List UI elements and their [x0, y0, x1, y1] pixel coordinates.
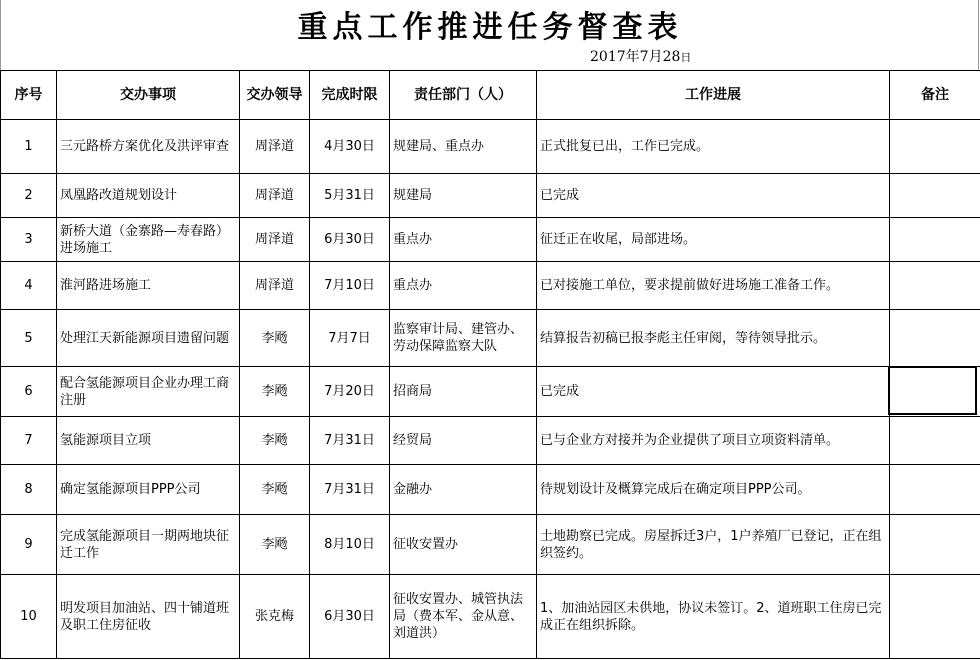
- cell-no[interactable]: 6: [1, 367, 57, 417]
- cell-note[interactable]: [890, 218, 980, 262]
- table-row: [1, 310, 980, 367]
- cell-dept[interactable]: 重点办: [390, 218, 537, 262]
- cell-dept[interactable]: 经贸局: [390, 417, 537, 465]
- table-row: [1, 465, 980, 515]
- table-row: [1, 120, 980, 174]
- cell-no[interactable]: 8: [1, 465, 57, 515]
- cell-dept[interactable]: 征收安置办、城管执法局（费本军、金从意、刘道洪）: [390, 575, 537, 659]
- date-month-unit: 月: [648, 49, 663, 65]
- cell-dept[interactable]: 重点办: [390, 262, 537, 310]
- table-row: [1, 575, 980, 659]
- cell-item[interactable]: 凤凰路改道规划设计: [57, 174, 240, 218]
- cell-item[interactable]: 确定氢能源项目PPP公司: [57, 465, 240, 515]
- cell-dept[interactable]: 金融办: [390, 465, 537, 515]
- task-table: [0, 70, 980, 659]
- cell-dept[interactable]: 规建局、重点办: [390, 120, 537, 174]
- cell-note[interactable]: [890, 310, 980, 367]
- cell-progress[interactable]: 土地勘察已完成。房屋拆迁3户，1户养殖厂已登记，正在组织签约。: [537, 515, 890, 575]
- header-leader[interactable]: 交办领导: [240, 71, 310, 120]
- cell-note[interactable]: [890, 417, 980, 465]
- cell-deadline[interactable]: 7月10日: [310, 262, 390, 310]
- cell-no[interactable]: 5: [1, 310, 57, 367]
- cell-deadline[interactable]: 6月30日: [310, 218, 390, 262]
- header-progress[interactable]: 工作进展: [537, 71, 890, 120]
- cell-no[interactable]: 1: [1, 120, 57, 174]
- page-title: 重点工作推进任务督查表: [297, 10, 683, 45]
- table-row: [1, 417, 980, 465]
- cell-leader[interactable]: 张克梅: [240, 575, 310, 659]
- cell-progress[interactable]: 1、加油站园区未供地，协议未签订。2、道班职工住房已完成正在组织拆除。: [537, 575, 890, 659]
- table-header-row: [1, 71, 980, 120]
- cell-deadline[interactable]: 5月31日: [310, 174, 390, 218]
- cell-dept[interactable]: 监察审计局、建管办、劳动保障监察大队: [390, 310, 537, 367]
- header-dept[interactable]: 责任部门（人）: [390, 71, 537, 120]
- cell-progress[interactable]: 已对接施工单位，要求提前做好进场施工准备工作。: [537, 262, 890, 310]
- cell-item[interactable]: 明发项目加油站、四十铺道班及职工住房征收: [57, 575, 240, 659]
- cell-dept[interactable]: 规建局: [390, 174, 537, 218]
- cell-leader[interactable]: 李飏: [240, 417, 310, 465]
- cell-deadline[interactable]: 7月20日: [310, 367, 390, 417]
- table-row: [1, 262, 980, 310]
- cell-item[interactable]: 氢能源项目立项: [57, 417, 240, 465]
- table-row: [1, 515, 980, 575]
- cell-dept[interactable]: 征收安置办: [390, 515, 537, 575]
- cell-leader[interactable]: 李飏: [240, 310, 310, 367]
- cell-dept[interactable]: 招商局: [390, 367, 537, 417]
- date-month: 7: [639, 49, 649, 65]
- cell-no[interactable]: 2: [1, 174, 57, 218]
- cell-leader[interactable]: 周泽道: [240, 218, 310, 262]
- cell-progress[interactable]: 待规划设计及概算完成后在确定项目PPP公司。: [537, 465, 890, 515]
- cell-leader[interactable]: 李飏: [240, 367, 310, 417]
- cell-item[interactable]: 配合氢能源项目企业办理工商注册: [57, 367, 240, 417]
- cell-leader[interactable]: 周泽道: [240, 174, 310, 218]
- cell-progress[interactable]: 征迁正在收尾，局部进场。: [537, 218, 890, 262]
- cell-no[interactable]: 4: [1, 262, 57, 310]
- cell-progress[interactable]: 已完成: [537, 367, 890, 417]
- cell-leader[interactable]: 周泽道: [240, 120, 310, 174]
- cell-deadline[interactable]: 7月31日: [310, 465, 390, 515]
- cell-deadline[interactable]: 6月30日: [310, 575, 390, 659]
- cell-no[interactable]: 9: [1, 515, 57, 575]
- date-day: 28: [662, 49, 681, 65]
- date-day-unit: 日: [680, 51, 692, 64]
- table-row: [1, 174, 980, 218]
- cell-deadline[interactable]: 8月10日: [310, 515, 390, 575]
- report-date: [590, 46, 691, 66]
- header-no[interactable]: 序号: [1, 71, 57, 120]
- date-year-unit: 年: [625, 49, 640, 65]
- header-deadline[interactable]: 完成时限: [310, 71, 390, 120]
- cell-item[interactable]: 三元路桥方案优化及洪评审查: [57, 120, 240, 174]
- header-note[interactable]: 备注: [890, 71, 980, 120]
- cell-note[interactable]: [890, 174, 980, 218]
- cell-progress[interactable]: 结算报告初稿已报李彪主任审阅，等待领导批示。: [537, 310, 890, 367]
- cell-leader[interactable]: 李飏: [240, 465, 310, 515]
- cell-progress[interactable]: 已完成: [537, 174, 890, 218]
- date-year: 2017: [590, 49, 626, 65]
- cell-no[interactable]: 7: [1, 417, 57, 465]
- cell-leader[interactable]: 周泽道: [240, 262, 310, 310]
- cell-leader[interactable]: 李飏: [240, 515, 310, 575]
- table-row: [1, 218, 980, 262]
- cell-item[interactable]: 处理江天新能源项目遗留问题: [57, 310, 240, 367]
- cell-deadline[interactable]: 4月30日: [310, 120, 390, 174]
- selected-cell-highlight: [888, 366, 977, 415]
- table-row: [1, 367, 980, 417]
- cell-progress[interactable]: 已与企业方对接并为企业提供了项目立项资料清单。: [537, 417, 890, 465]
- cell-note[interactable]: [890, 515, 980, 575]
- header-item[interactable]: 交办事项: [57, 71, 240, 120]
- cell-deadline[interactable]: 7月31日: [310, 417, 390, 465]
- cell-item[interactable]: 淮河路进场施工: [57, 262, 240, 310]
- cell-note[interactable]: [890, 262, 980, 310]
- cell-deadline[interactable]: 7月7日: [310, 310, 390, 367]
- cell-note[interactable]: [890, 575, 980, 659]
- cell-no[interactable]: 3: [1, 218, 57, 262]
- cell-note[interactable]: [890, 120, 980, 174]
- cell-item[interactable]: 完成氢能源项目一期两地块征迁工作: [57, 515, 240, 575]
- cell-no[interactable]: 10: [1, 575, 57, 659]
- cell-note[interactable]: [890, 465, 980, 515]
- cell-item[interactable]: 新桥大道（金寨路—寿春路）进场施工: [57, 218, 240, 262]
- cell-progress[interactable]: 正式批复已出，工作已完成。: [537, 120, 890, 174]
